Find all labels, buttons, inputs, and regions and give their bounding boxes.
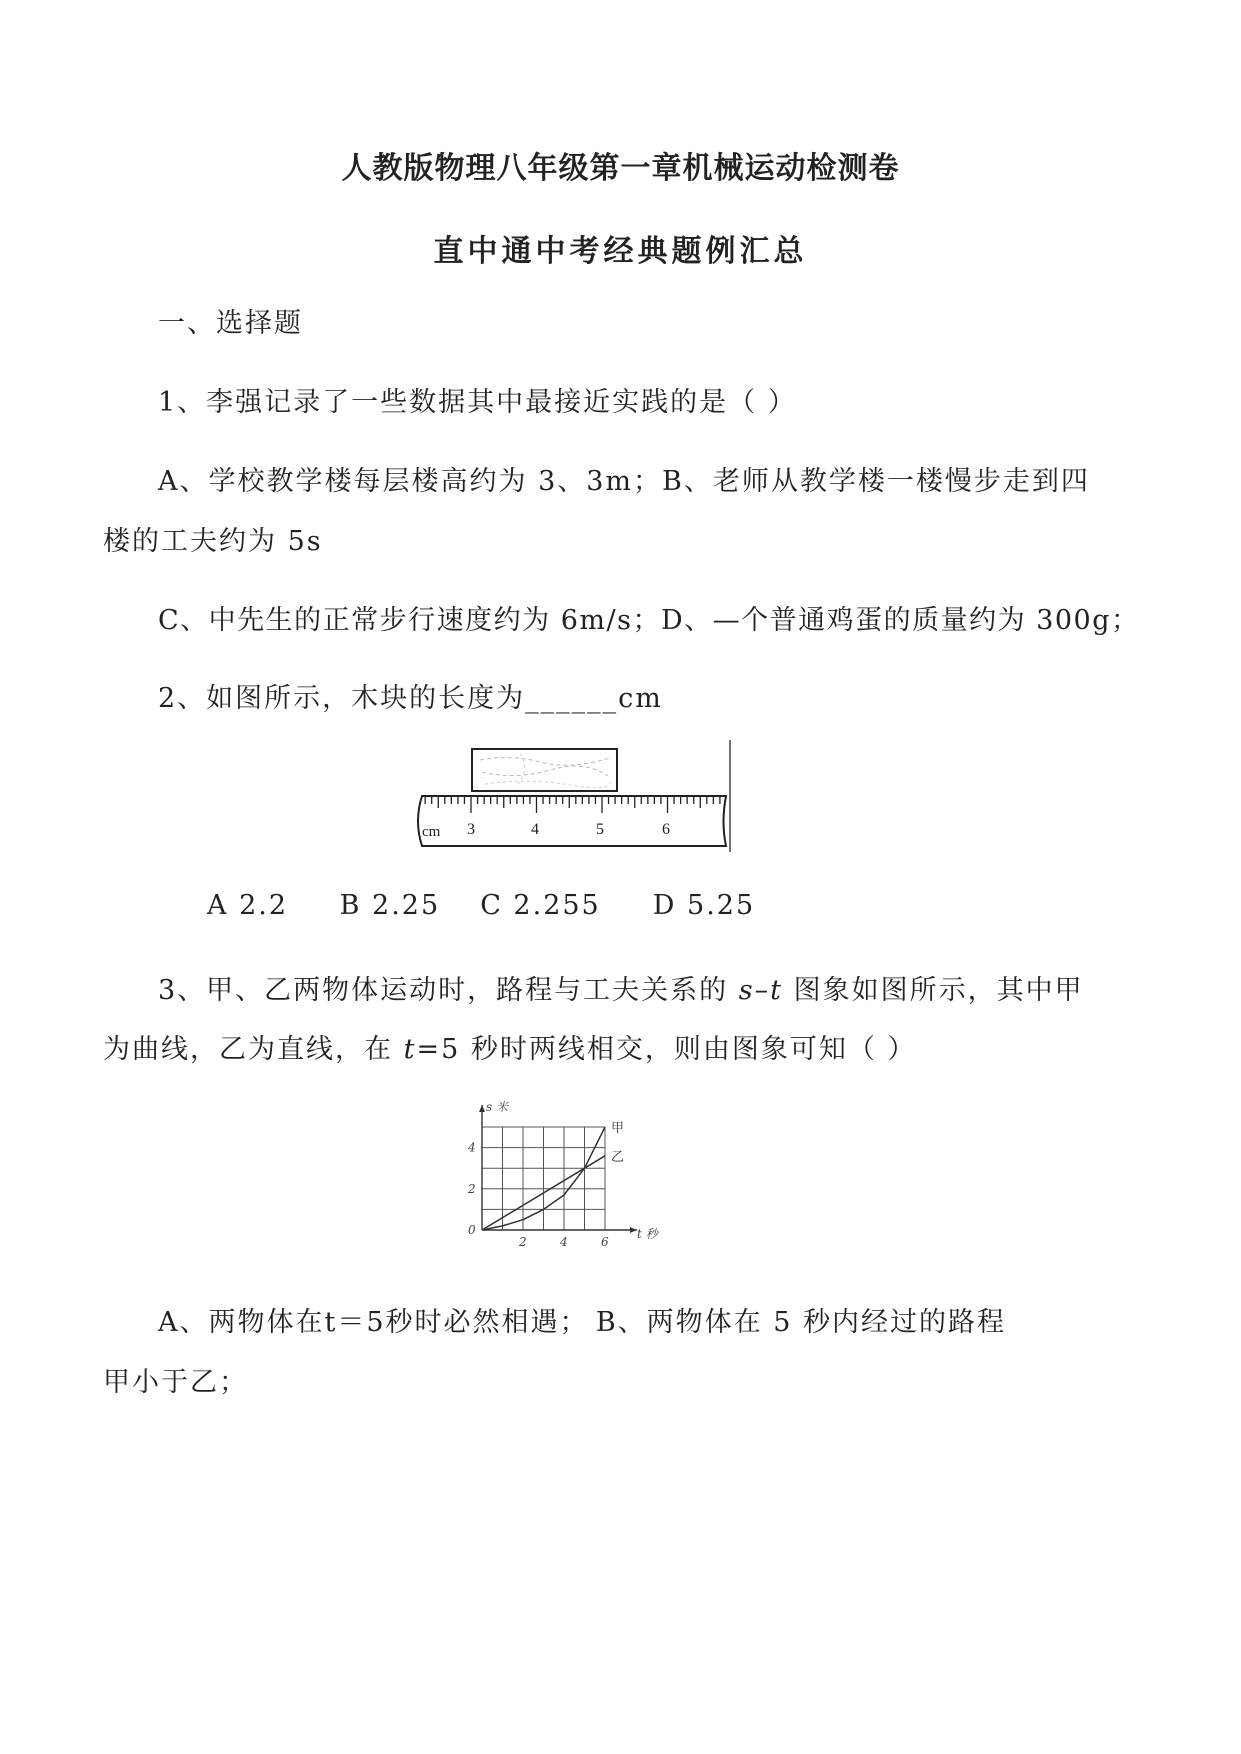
- section-heading: 一、选择题: [158, 308, 303, 339]
- q2-stem: 2、如图所示，木块的长度为______cm: [158, 683, 663, 714]
- page-subtitle: 直中通中考经典题例汇总: [433, 234, 808, 269]
- x-tick-label: 6: [601, 1235, 609, 1249]
- ruler-tick-label: 3: [467, 821, 475, 838]
- q3-stem-a: 3、甲、乙两物体运动时，路程与工夫关系的: [158, 975, 739, 1006]
- series-label: 乙: [611, 1149, 625, 1165]
- q1-stem: 1、李强记录了一些数据其中最接近实践的是（ ）: [158, 387, 797, 418]
- q2-option-b: B 2.25: [339, 890, 441, 921]
- q3-options-ab: [158, 1300, 1006, 1339]
- x-tick-label: 2: [519, 1235, 527, 1249]
- page-title: 人教版物理八年级第一章机械运动检测卷: [341, 151, 900, 186]
- q3-option-b-cont: 甲小于乙；: [103, 1367, 248, 1398]
- x-axis-arrow: [630, 1227, 637, 1233]
- q1-options-ab: [158, 459, 1088, 498]
- y-tick-label: 2: [468, 1181, 476, 1196]
- ruler-tick-label: 5: [596, 821, 604, 838]
- q1-option-b: B、老师从教学楼一楼慢步走到四: [662, 466, 1090, 497]
- q3-stem-line1: [158, 968, 1084, 1007]
- ruler-tick-label: 4: [531, 821, 539, 838]
- x-axis-label: t 秒: [637, 1227, 658, 1241]
- y-axis-label: s 米: [486, 1100, 508, 1114]
- chart-grid: [482, 1127, 605, 1230]
- q3-stem-st: s–t: [738, 975, 783, 1006]
- q2-option-d: D 5.25: [652, 890, 756, 921]
- x-tick-label: 4: [560, 1235, 568, 1249]
- origin-label: 0: [468, 1223, 476, 1237]
- ruler-tick-label: 6: [662, 821, 670, 838]
- q1-option-a: A、学校教学楼每层楼高约为 3、3m；: [158, 466, 663, 497]
- ruler-unit-label: cm: [422, 824, 441, 840]
- y-axis-arrow: [479, 1105, 485, 1112]
- q3-stem-line2: [103, 1027, 916, 1066]
- q3-option-b: B、两物体在 5 秒内经过的路程: [595, 1307, 1006, 1338]
- q2-option-c: C 2.255: [480, 890, 601, 921]
- q3-option-a: A、两物体在t＝5秒时必然相遇；: [158, 1307, 589, 1338]
- ruler-figure: [410, 740, 740, 855]
- q2-option-a: A 2.2: [207, 890, 289, 921]
- q1-options-cd: C、中先生的正常步行速度约为 6m/s；D、—个普通鸡蛋的质量约为 300g；: [158, 605, 1140, 636]
- q3-stem2-t: t: [403, 1034, 417, 1065]
- st-chart: [458, 1095, 678, 1255]
- wood-block: [472, 749, 617, 791]
- q3-stem2-a: 为曲线，乙为直线，在: [103, 1034, 404, 1065]
- y-tick-label: 4: [468, 1140, 476, 1155]
- q3-stem-b: 图象如图所示，其中甲: [782, 975, 1084, 1006]
- q1-option-b-cont: 楼的工夫约为 5s: [103, 526, 323, 557]
- series-label: 甲: [611, 1121, 625, 1136]
- q2-options: [207, 890, 755, 921]
- q3-stem2-b: =5 秒时两线相交，则由图象可知（ ）: [416, 1034, 917, 1065]
